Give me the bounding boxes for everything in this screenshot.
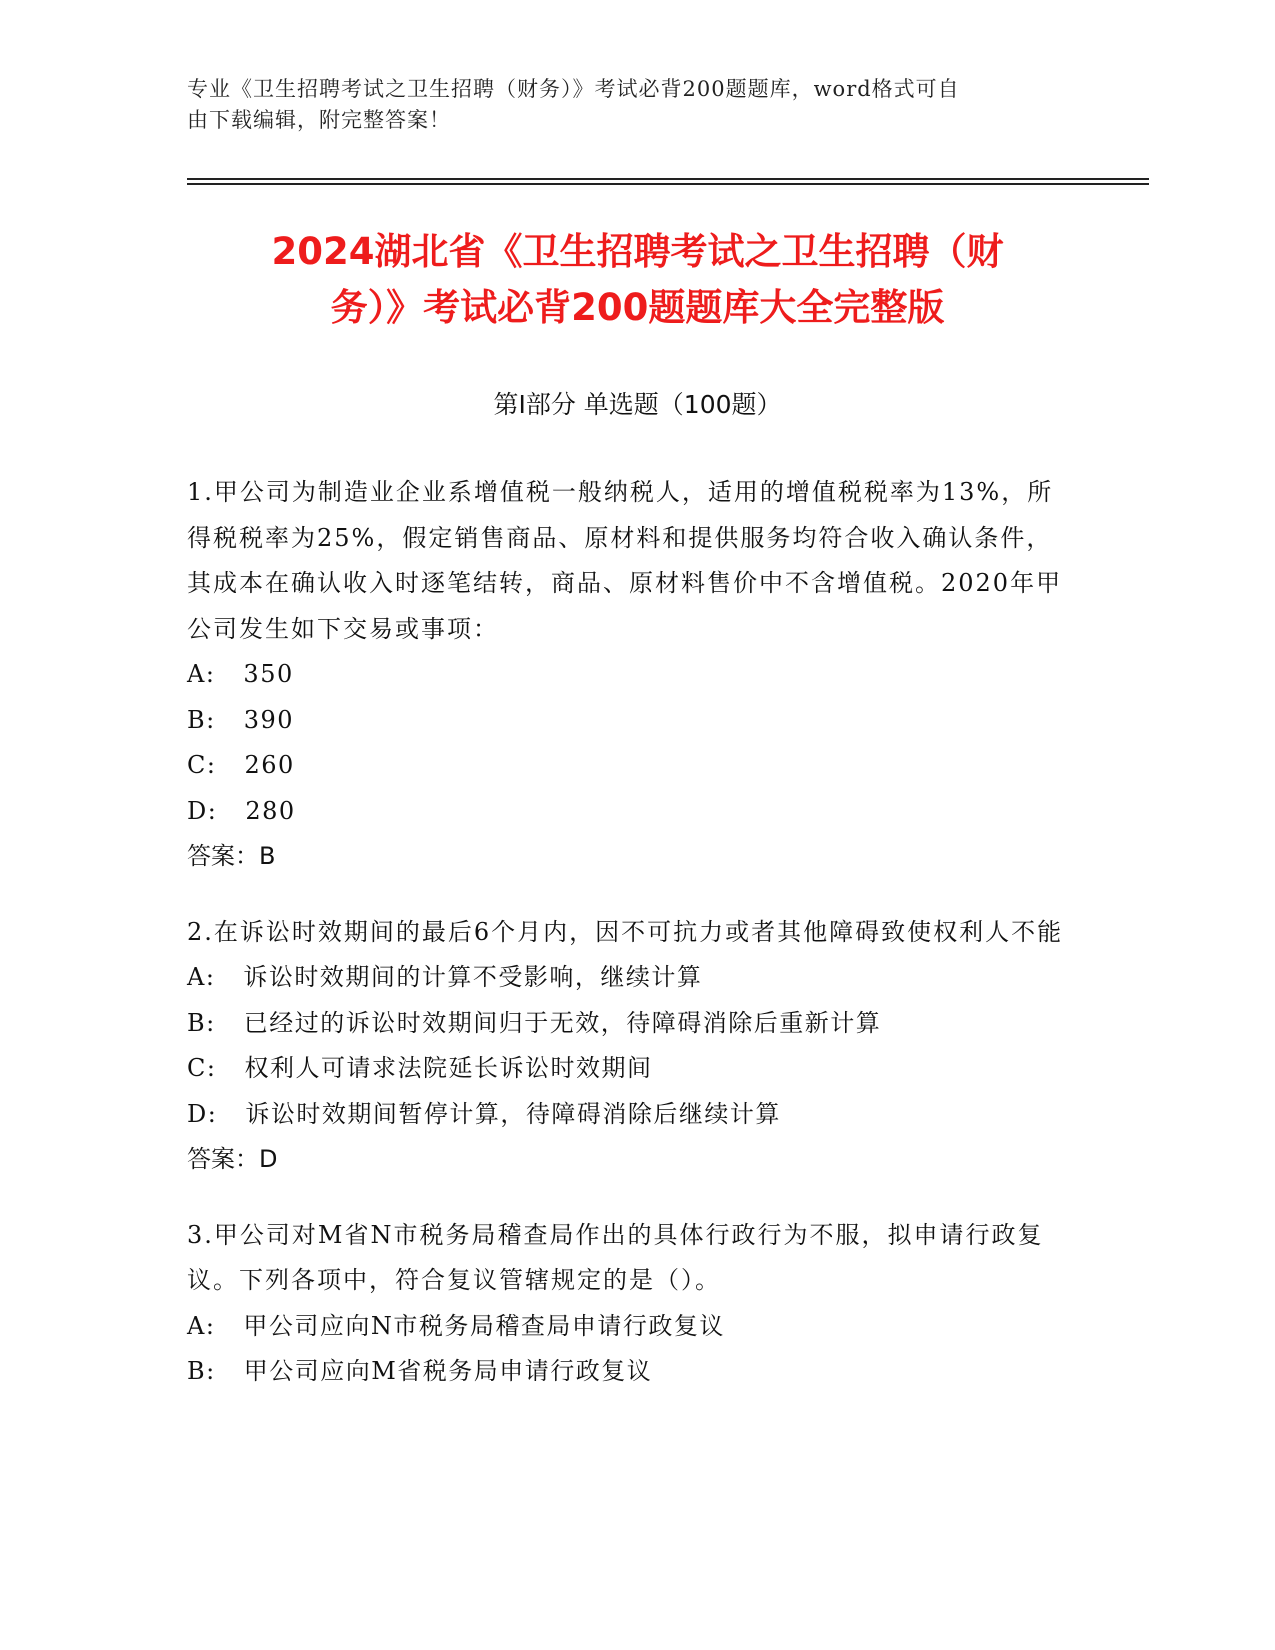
option-b — [187, 1349, 1067, 1395]
option-key: D: — [187, 1099, 218, 1128]
question-text: 3.甲公司对M省N市税务局稽查局作出的具体行政行为不服，拟申请行政复议。下列各项中，符合复议管辖规定的是（）。 — [187, 1220, 1044, 1294]
header-divider-bottom — [187, 183, 1149, 185]
question-1 — [187, 470, 1067, 880]
option-key: B: — [187, 1357, 216, 1385]
option-key: B: — [187, 1008, 216, 1037]
option-d — [187, 1092, 1067, 1138]
option-value: 260 — [244, 751, 295, 779]
option-d — [187, 789, 1067, 835]
header-note-line-1: 专业《卫生招聘考试之卫生招聘（财务）》考试必背200题题库，word格式可自 — [187, 77, 960, 101]
question-3 — [187, 1213, 1067, 1395]
answer: 答案：B — [187, 842, 276, 870]
option-value: 权利人可请求法院延长诉讼时效期间 — [244, 1054, 653, 1082]
section-title: 第Ⅰ部分 单选题（100题） — [493, 390, 782, 419]
answer: 答案：D — [187, 1145, 278, 1173]
option-b — [187, 1001, 1067, 1047]
option-c — [187, 743, 1067, 789]
document-title — [160, 224, 1115, 336]
document-title-line-1: 2024湖北省《卫生招聘考试之卫生招聘（财 — [271, 230, 1004, 273]
option-key: A: — [187, 963, 216, 991]
question-2 — [187, 910, 1067, 1183]
option-key: B: — [187, 705, 216, 734]
option-value: 已经过的诉讼时效期间归于无效，待障碍消除后重新计算 — [243, 1008, 882, 1037]
option-key: D: — [187, 796, 218, 825]
option-a — [187, 652, 1067, 698]
option-a — [187, 1304, 1067, 1350]
option-value: 诉讼时效期间暂停计算，待障碍消除后继续计算 — [245, 1099, 781, 1128]
question-list — [187, 470, 1067, 1425]
option-a — [187, 955, 1067, 1001]
option-value: 甲公司应向M省税务局申请行政复议 — [243, 1357, 653, 1385]
option-key: C: — [187, 751, 217, 779]
header-note-line-2: 由下载编辑，附完整答案！ — [187, 108, 451, 132]
option-key: A: — [187, 660, 216, 688]
option-value: 280 — [245, 796, 296, 825]
option-key: A: — [187, 1311, 216, 1340]
header-note — [187, 74, 1077, 136]
option-c — [187, 1046, 1067, 1092]
document-title-line-2: 务）》考试必背200题题库大全完整版 — [330, 286, 945, 329]
option-value: 350 — [243, 660, 294, 688]
option-value: 甲公司应向N市税务局稽查局申请行政复议 — [243, 1311, 725, 1340]
header-divider-top — [187, 178, 1149, 180]
question-text: 1.甲公司为制造业企业系增值税一般纳税人，适用的增值税税率为13%，所得税税率为25%，假定销售商品、原材料和提供服务均符合收入确认条件，其成本在确认收入时逐笔结转，商品、原材料售价中不含增值税。2020年甲公司发生如下交易或事项： — [187, 478, 1063, 643]
question-text: 2.在诉讼时效期间的最后6个月内，因不可抗力或者其他障碍致使权利人不能 — [187, 917, 1064, 946]
option-key: C: — [187, 1054, 217, 1082]
option-value: 诉讼时效期间的计算不受影响，继续计算 — [243, 963, 703, 991]
option-b — [187, 698, 1067, 744]
option-value: 390 — [243, 705, 295, 734]
